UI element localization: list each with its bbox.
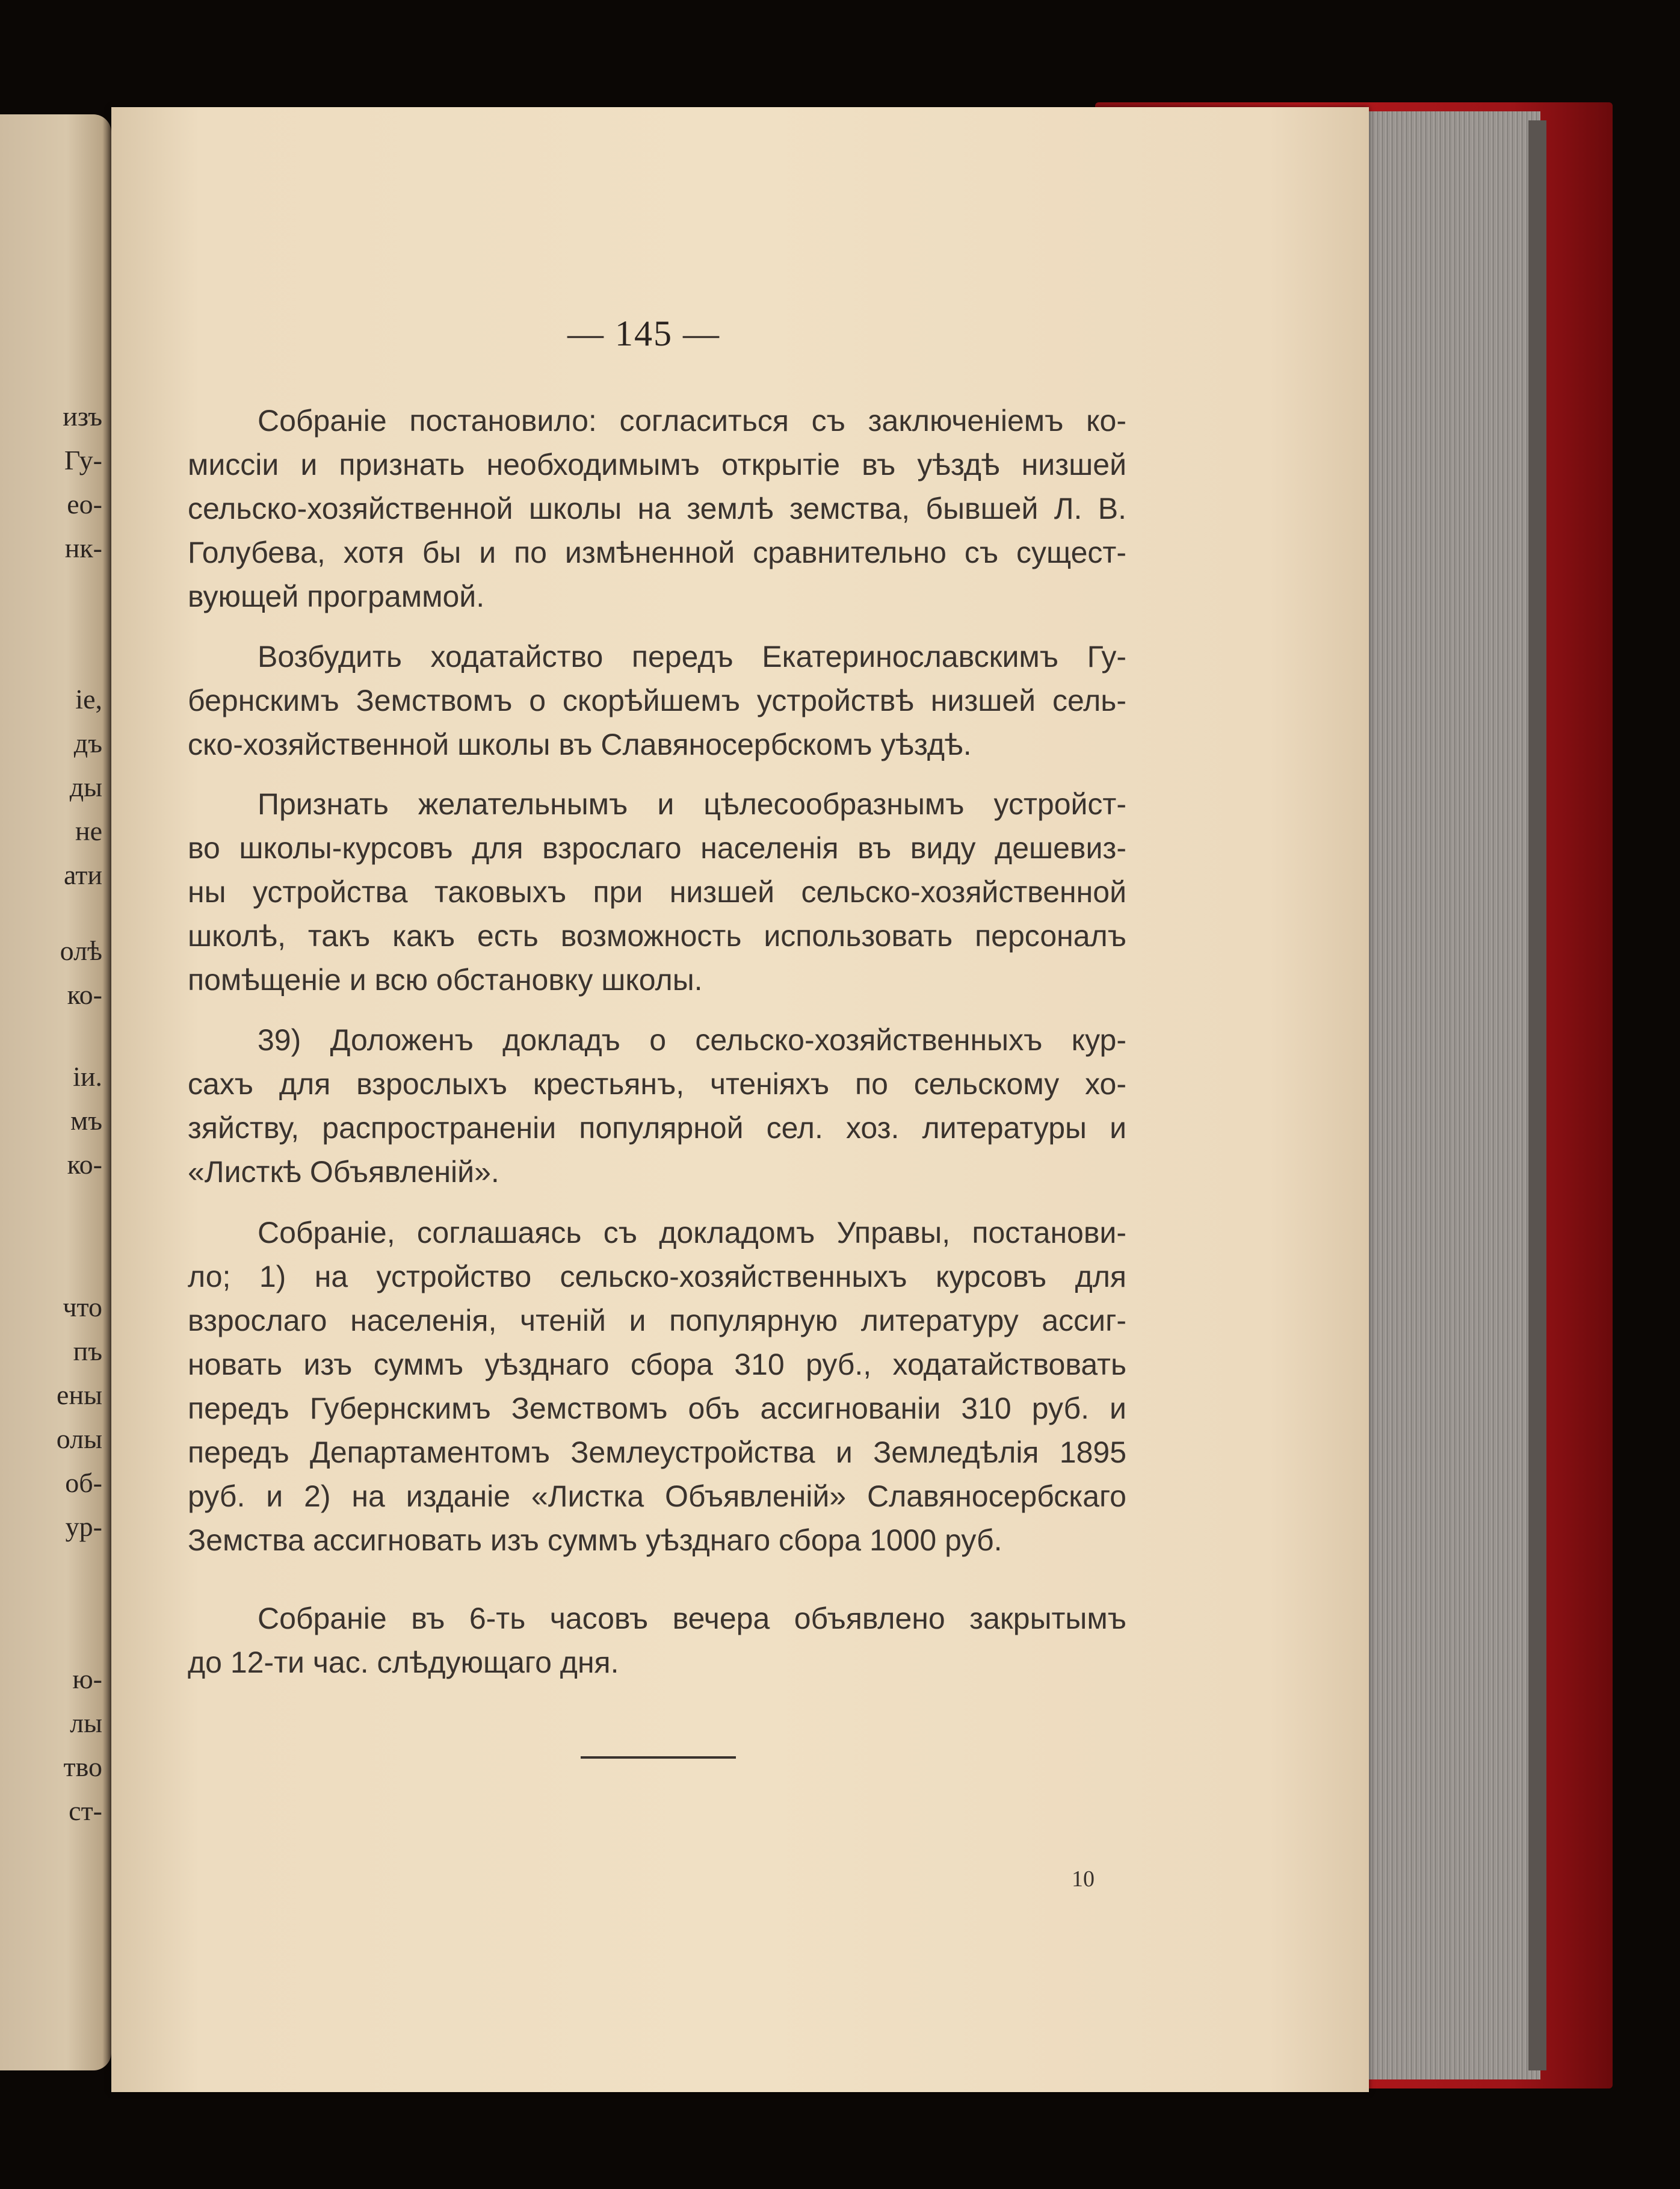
text-line: бернскимъ Земствомъ о скорѣйшемъ устройствѣ низшей сель- xyxy=(188,684,1126,717)
left-fragment: что xyxy=(63,1292,102,1322)
text-line: ло; 1) на устройство сельско-хозяйственныхъ курсовъ для xyxy=(188,1260,1126,1293)
text-line: сахъ для взрослыхъ крестьянъ, чтеніяхъ по сельскому хо- xyxy=(188,1067,1126,1101)
text-line: миссіи и признать необходимымъ открытіе въ уѣздѣ низшей xyxy=(188,448,1126,481)
text-line: сельско-хозяйственной школы на землѣ земства, бывшей Л. В. xyxy=(188,492,1126,525)
left-fragment: ю- xyxy=(72,1664,102,1694)
text-line: Собраніе въ 6-ть часовъ вечера объявлено закрытымъ xyxy=(258,1602,1126,1635)
text-line: Признать желательнымъ и цѣлесообразнымъ устройст- xyxy=(258,787,1126,821)
section-separator-rule xyxy=(581,1756,736,1759)
text-line: школѣ, такъ какъ есть возможность использовать персоналъ xyxy=(188,919,1126,953)
text-line: во школы-курсовъ для взрослаго населенія въ виду дешевиз- xyxy=(188,831,1126,865)
left-fragment: нк- xyxy=(64,533,102,563)
left-fragment: изъ xyxy=(63,401,102,432)
left-facing-page xyxy=(0,114,111,2070)
text-line: «Листкѣ Объявленій». xyxy=(188,1155,499,1189)
left-fragment: тво xyxy=(63,1751,102,1782)
left-fragment: ст- xyxy=(69,1795,102,1826)
text-line: новать изъ суммъ уѣзднаго сбора 310 руб., ходатайствовать xyxy=(188,1348,1126,1381)
left-fragment: ео- xyxy=(67,489,102,519)
text-line: до 12-ти час. слѣдующаго дня. xyxy=(188,1646,619,1679)
left-fragment: мъ xyxy=(70,1105,102,1136)
text-line: передъ Губернскимъ Земствомъ объ ассигнованіи 310 руб. и xyxy=(188,1392,1126,1425)
text-line: Возбудить ходатайство передъ Екатеринославскимъ Гу- xyxy=(258,640,1126,673)
page-block-edges xyxy=(1360,111,1540,2079)
left-fragment: іе, xyxy=(75,684,102,714)
left-fragment: об- xyxy=(65,1467,102,1498)
text-line: ны устройства таковыхъ при низшей сельско-хозяйственной xyxy=(188,875,1126,909)
left-fragment: олѣ xyxy=(60,935,102,966)
text-line: руб. и 2) на изданіе «Листка Объявленій» Славяносербскаго xyxy=(188,1479,1126,1513)
left-fragment: іи. xyxy=(73,1061,102,1092)
text-line: ско-хозяйственной школы въ Славяносербскомъ уѣздѣ. xyxy=(188,728,972,761)
left-fragment: не xyxy=(75,816,102,846)
text-line: Земства ассигновать изъ суммъ уѣзднаго сбора 1000 руб. xyxy=(188,1523,1002,1557)
left-fragment: олы xyxy=(56,1423,102,1454)
left-fragment: лы xyxy=(70,1708,102,1738)
page-number: — 145 — xyxy=(567,314,720,353)
page-block-shadow xyxy=(1528,120,1546,2070)
text-line: вующей программой. xyxy=(188,580,485,613)
text-line: передъ Департаментомъ Землеустройства и Земледѣлія 1895 xyxy=(188,1435,1126,1469)
left-fragment: ати xyxy=(64,859,102,890)
left-fragment: ды xyxy=(69,772,102,802)
signature-mark: 10 xyxy=(1072,1866,1095,1892)
text-line: Голубева, хотя бы и по измѣненной сравнительно съ сущест- xyxy=(188,536,1126,569)
text-line: Собраніе, соглашаясь съ докладомъ Управы, постанови- xyxy=(258,1216,1126,1249)
text-line: помѣщеніе и всю обстановку школы. xyxy=(188,963,703,997)
left-fragment: ко- xyxy=(67,1149,102,1180)
left-fragment: пъ xyxy=(73,1336,102,1366)
left-fragment: ко- xyxy=(67,979,102,1010)
text-line: 39) Доложенъ докладъ о сельско-хозяйственныхъ кур- xyxy=(258,1023,1126,1057)
text-line: Собраніе постановило: согласиться съ заключеніемъ ко- xyxy=(258,404,1126,438)
left-fragment: ур- xyxy=(65,1511,102,1542)
text-line: взрослаго населенія, чтеній и популярную литературу ассиг- xyxy=(188,1304,1126,1337)
left-fragment: дъ xyxy=(73,728,102,758)
left-fragment: Гу- xyxy=(64,445,102,475)
text-line: зяйству, распространеніи популярной сел. хоз. литературы и xyxy=(188,1111,1126,1145)
left-fragment: ены xyxy=(57,1379,102,1410)
